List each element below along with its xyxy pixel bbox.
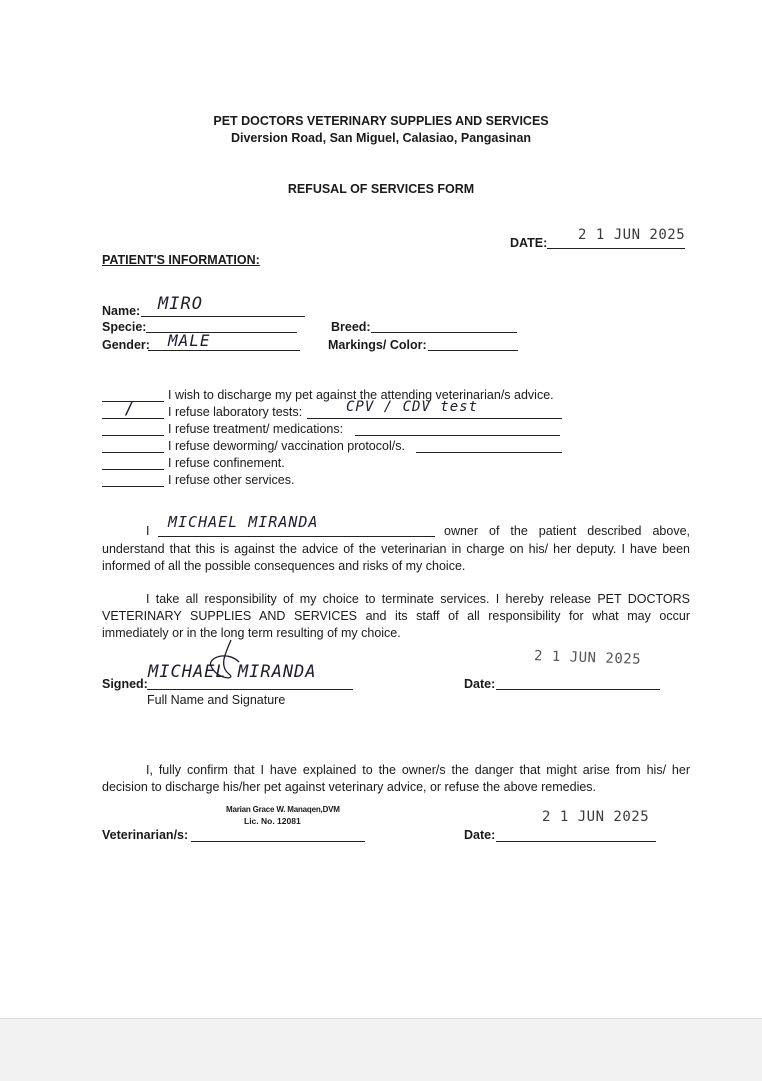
signature-caption: Full Name and Signature <box>147 693 286 707</box>
signature-flourish <box>195 636 255 686</box>
option-other: I refuse other services. <box>168 473 295 487</box>
specie-label: Specie: <box>102 320 147 334</box>
option-discharge: I wish to discharge my pet against the attending veterinarian/s advice. <box>168 388 554 402</box>
name-value: MIRO <box>158 294 203 314</box>
vet-date-line <box>496 841 656 842</box>
name-label: Name: <box>102 304 141 318</box>
lab-tests-value: CPV / CDV test <box>346 399 479 415</box>
markings-label: Markings/ Color: <box>328 338 427 352</box>
form-title: REFUSAL OF SERVICES FORM <box>287 182 475 196</box>
responsibility-paragraph: I take all responsibility of my choice to terminate services. I hereby release PET DOCTORS VETERINARY SUPPLIES AND SERVICES and its staff of all responsibility for what may occur immediately or in the long term resulting of my choice. <box>102 592 690 640</box>
lab-tests-line <box>307 418 562 419</box>
gender-value: MALE <box>168 331 211 350</box>
declaration-body: understand that this is against the advice of the veterinarian in charge on his/ her deputy. I have been informed of all the possible consequences and risks of my choice. <box>102 542 690 573</box>
signed-date-line <box>496 689 660 690</box>
vet-stamp-name: Marian Grace W. Manaqen,DVM <box>226 805 340 814</box>
signed-date-label: Date: <box>464 677 496 691</box>
signature-value: MICHAEL MIRANDA <box>148 662 317 682</box>
breed-label: Breed: <box>331 320 371 334</box>
veterinarian-line <box>191 841 365 842</box>
option-blank[interactable] <box>102 435 164 436</box>
date-value: 2 1 JUN 2025 <box>578 227 686 243</box>
option-blank[interactable] <box>102 452 164 453</box>
date-label: DATE: <box>510 236 548 250</box>
signed-date-value: 2 1 JUN 2025 <box>533 648 642 668</box>
vet-date-value: 2 1 JUN 2025 <box>542 809 650 825</box>
company-address: Diversion Road, San Miguel, Calasiao, Pangasinan <box>230 131 532 145</box>
vet-date-label: Date: <box>464 828 496 842</box>
gender-line <box>148 350 300 351</box>
company-name: PET DOCTORS VETERINARY SUPPLIES AND SERVICES <box>213 114 549 128</box>
deworming-line <box>416 452 562 453</box>
page-bottom-edge <box>0 1018 762 1081</box>
owner-name-value: MICHAEL MIRANDA <box>168 513 319 531</box>
option-blank[interactable] <box>102 469 164 470</box>
treatment-line <box>355 435 560 436</box>
option-blank[interactable] <box>102 486 164 487</box>
breed-line <box>371 332 517 333</box>
patient-section-title: PATIENT'S INFORMATION: <box>102 253 260 267</box>
option-lab-tests: I refuse laboratory tests: <box>168 405 303 419</box>
signed-label: Signed: <box>102 677 148 691</box>
checkmark-icon: / <box>124 399 136 419</box>
signature-line <box>147 689 353 690</box>
markings-line <box>428 350 518 351</box>
option-confinement: I refuse confinement. <box>168 456 285 470</box>
date-line <box>547 248 685 249</box>
vet-stamp-license: Lic. No. 12081 <box>244 816 301 826</box>
option-treatment: I refuse treatment/ medications: <box>168 422 344 436</box>
declaration-prefix: I <box>146 524 150 538</box>
name-line <box>141 316 305 317</box>
declaration-line1: owner of the patient described above, <box>444 524 690 538</box>
owner-name-line <box>158 536 435 537</box>
gender-label: Gender: <box>102 338 150 352</box>
veterinarian-label: Veterinarian/s: <box>102 828 189 842</box>
vet-confirm-paragraph: I, fully confirm that I have explained to the owner/s the danger that might arise from his/ her decision to discharge his/her pet against veterinary advice, or refuse the above remedies. <box>102 763 690 794</box>
option-deworming: I refuse deworming/ vaccination protocol/s. <box>168 439 405 453</box>
